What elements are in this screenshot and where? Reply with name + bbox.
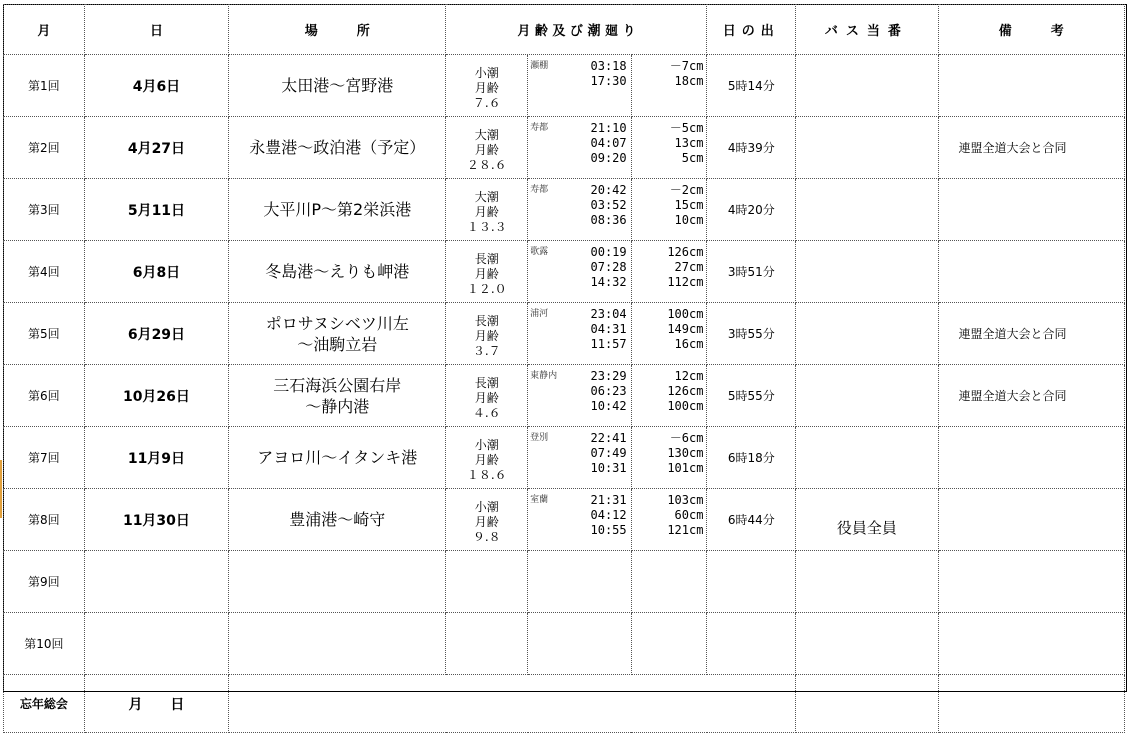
tide-times <box>528 613 632 675</box>
header-month: 月 <box>4 5 85 55</box>
tide-heights: 103cm 60cm 121cm <box>631 489 707 551</box>
year-end-label: 忘年総会 <box>4 675 85 733</box>
sunrise-time: 3時51分 <box>707 241 796 303</box>
round-number: 第10回 <box>4 613 85 675</box>
round-number: 第2回 <box>4 117 85 179</box>
tide-heights <box>631 551 707 613</box>
moon-phase <box>446 613 528 675</box>
bus-duty <box>796 303 938 365</box>
event-date: 11月9日 <box>84 427 229 489</box>
bus-duty <box>796 55 938 117</box>
round-number: 第1回 <box>4 55 85 117</box>
event-place: ポロサヌシベツ川左 ～油駒立岩 <box>229 303 446 365</box>
sunrise-time: 3時55分 <box>707 303 796 365</box>
remarks <box>938 613 1124 675</box>
header-tide: 月 齢 及 び 潮 廻 り <box>446 5 707 55</box>
round-number: 第4回 <box>4 241 85 303</box>
tide-heights: 100cm 149cm 16cm <box>631 303 707 365</box>
sunrise-time: 4時20分 <box>707 179 796 241</box>
moon-phase: 大潮 月齢 １３.３ <box>446 179 528 241</box>
round-number: 第3回 <box>4 179 85 241</box>
tide-times: 寿都 20:42 03:52 08:36 <box>528 179 632 241</box>
tide-heights: －2cm 15cm 10cm <box>631 179 707 241</box>
remarks <box>938 489 1124 551</box>
event-place: 太田港～宮野港 <box>229 55 446 117</box>
tide-heights <box>631 613 707 675</box>
moon-phase: 長潮 月齢 ４.６ <box>446 365 528 427</box>
remarks <box>938 551 1124 613</box>
row-selection-marker <box>0 460 2 518</box>
tide-heights: －5cm 13cm 5cm <box>631 117 707 179</box>
moon-phase: 大潮 月齢 ２８.６ <box>446 117 528 179</box>
tide-times: 室蘭 21:31 04:12 10:55 <box>528 489 632 551</box>
event-date: 10月26日 <box>84 365 229 427</box>
event-date: 6月29日 <box>84 303 229 365</box>
remarks <box>938 427 1124 489</box>
round-number: 第5回 <box>4 303 85 365</box>
event-place: 三石海浜公園右岸 ～静内港 <box>229 365 446 427</box>
header-notes: 備 考 <box>938 5 1124 55</box>
event-place: 豊浦港～崎守 <box>229 489 446 551</box>
header-row <box>4 5 1125 55</box>
event-date: 4月27日 <box>84 117 229 179</box>
table-row <box>4 179 1125 241</box>
moon-phase: 小潮 月齢 ７.６ <box>446 55 528 117</box>
sunrise-time: 6時44分 <box>707 489 796 551</box>
event-date: 6月8日 <box>84 241 229 303</box>
round-number: 第6回 <box>4 365 85 427</box>
header-bus: バス当番 <box>796 5 938 55</box>
tide-times: 浦河 23:04 04:31 11:57 <box>528 303 632 365</box>
remarks <box>938 179 1124 241</box>
tide-heights: 126cm 27cm 112cm <box>631 241 707 303</box>
tide-times: 登別 22:41 07:49 10:31 <box>528 427 632 489</box>
moon-phase: 長潮 月齢 ３.７ <box>446 303 528 365</box>
table-row <box>4 613 1125 675</box>
year-end-details <box>229 675 796 733</box>
event-date <box>84 551 229 613</box>
event-place: 永豊港～政泊港（予定） <box>229 117 446 179</box>
round-number: 第8回 <box>4 489 85 551</box>
schedule-table <box>3 4 1125 733</box>
event-date: 5月11日 <box>84 179 229 241</box>
bus-duty: 役員全員 <box>796 489 938 551</box>
event-place <box>229 551 446 613</box>
event-date <box>84 613 229 675</box>
tide-times: 瀬棚 03:18 17:30 <box>528 55 632 117</box>
event-date: 11月30日 <box>84 489 229 551</box>
event-place: 大平川P～第2栄浜港 <box>229 179 446 241</box>
moon-phase: 小潮 月齢 ９.８ <box>446 489 528 551</box>
bus-duty <box>796 241 938 303</box>
sunrise-time: 6時18分 <box>707 427 796 489</box>
bus-duty <box>796 613 938 675</box>
year-end-date: 月 日 <box>84 675 229 733</box>
year-end-row <box>4 675 1125 733</box>
bus-duty <box>796 365 938 427</box>
remarks: 連盟全道大会と合同 <box>938 303 1124 365</box>
event-date: 4月6日 <box>84 55 229 117</box>
moon-phase: 小潮 月齢 １８.６ <box>446 427 528 489</box>
event-place: アヨロ川～イタンキ港 <box>229 427 446 489</box>
moon-phase <box>446 551 528 613</box>
tide-times: 東静内 23:29 06:23 10:42 <box>528 365 632 427</box>
round-number: 第9回 <box>4 551 85 613</box>
remarks: 連盟全道大会と合同 <box>938 365 1124 427</box>
table-row <box>4 303 1125 365</box>
tide-times: 歌露 00:19 07:28 14:32 <box>528 241 632 303</box>
tide-times: 寿都 21:10 04:07 09:20 <box>528 117 632 179</box>
tide-times <box>528 551 632 613</box>
remarks: 連盟全道大会と合同 <box>938 117 1124 179</box>
remarks <box>938 241 1124 303</box>
sunrise-time: 4時39分 <box>707 117 796 179</box>
bus-duty <box>796 551 938 613</box>
bus-duty <box>796 427 938 489</box>
sunrise-time: 5時55分 <box>707 365 796 427</box>
bus-duty <box>796 179 938 241</box>
header-place: 場 所 <box>229 5 446 55</box>
bus-duty <box>796 117 938 179</box>
year-end-bus <box>796 675 938 733</box>
sunrise-time <box>707 551 796 613</box>
header-day: 日 <box>84 5 229 55</box>
tide-heights: 12cm 126cm 100cm <box>631 365 707 427</box>
sunrise-time <box>707 613 796 675</box>
event-place: 冬島港～えりも岬港 <box>229 241 446 303</box>
sunrise-time: 5時14分 <box>707 55 796 117</box>
tide-heights: －6cm 130cm 101cm <box>631 427 707 489</box>
moon-phase: 長潮 月齢 １２.０ <box>446 241 528 303</box>
event-place <box>229 613 446 675</box>
table-row <box>4 365 1125 427</box>
round-number: 第7回 <box>4 427 85 489</box>
table-row <box>4 551 1125 613</box>
table-row <box>4 55 1125 117</box>
schedule-sheet <box>3 4 1127 713</box>
table-row <box>4 117 1125 179</box>
table-row <box>4 489 1125 551</box>
year-end-notes <box>938 675 1124 733</box>
table-row <box>4 427 1125 489</box>
remarks <box>938 55 1124 117</box>
tide-heights: －7cm 18cm <box>631 55 707 117</box>
header-sunrise: 日の出 <box>707 5 796 55</box>
table-row <box>4 241 1125 303</box>
